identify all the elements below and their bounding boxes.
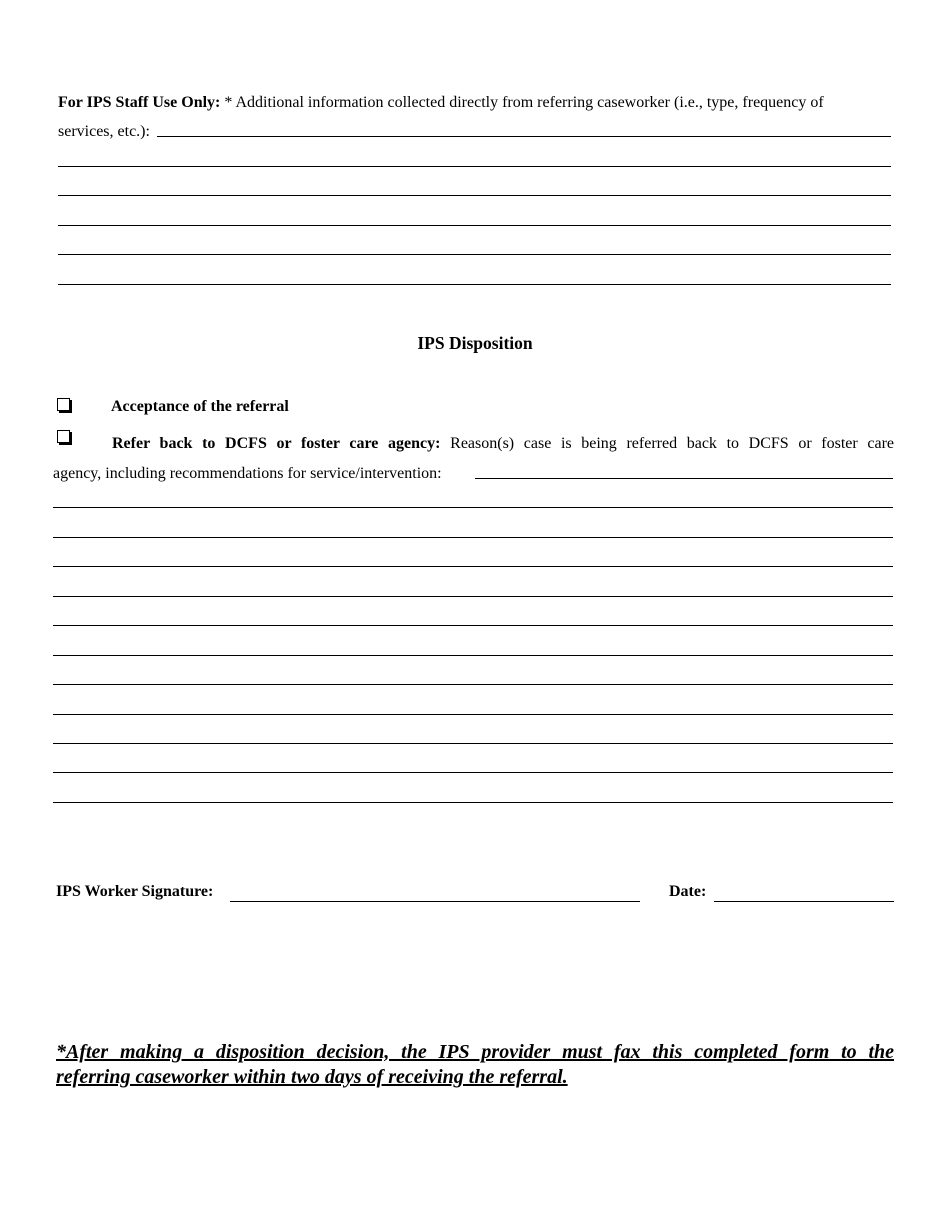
- referral-reason-line[interactable]: [53, 743, 893, 744]
- accept-referral-checkbox[interactable]: [57, 398, 70, 411]
- refer-back-line-2: [53, 459, 894, 489]
- staff-notes-line[interactable]: [58, 166, 891, 167]
- staff-use-section: [58, 88, 892, 146]
- referral-reason-line[interactable]: [53, 566, 893, 567]
- refer-back-reason-text-continued: agency, including recommendations for service/intervention:: [53, 465, 442, 482]
- referral-reason-field[interactable]: [475, 478, 893, 479]
- staff-use-line-1: [58, 88, 892, 117]
- referral-reason-line[interactable]: [53, 684, 893, 685]
- staff-use-text: * Additional information collected directly from referring caseworker (i.e., type, frequency of: [224, 94, 824, 111]
- referral-reason-line[interactable]: [53, 625, 893, 626]
- referral-reason-line[interactable]: [53, 596, 893, 597]
- refer-back-reason-text: Reason(s) case is being referred back to DCFS or foster care: [450, 435, 895, 452]
- staff-notes-line[interactable]: [58, 254, 891, 255]
- refer-back-line-1: [53, 429, 894, 459]
- referral-reason-line[interactable]: [53, 772, 893, 773]
- date-label: Date:: [669, 883, 707, 900]
- disposition-title: IPS Disposition: [417, 333, 533, 353]
- staff-notes-line[interactable]: [58, 195, 891, 196]
- fax-instruction-line-1: *After making a disposition decision, the IPS provider must fax this completed form to the: [56, 1041, 894, 1063]
- worker-signature-label: IPS Worker Signature:: [56, 883, 214, 900]
- fax-instruction-note: [56, 1040, 894, 1090]
- date-field[interactable]: [714, 901, 894, 902]
- staff-use-line-2: [58, 117, 892, 146]
- referral-reason-line[interactable]: [53, 714, 893, 715]
- staff-use-text-continued: services, etc.):: [58, 123, 150, 140]
- worker-signature-field[interactable]: [230, 901, 640, 902]
- referral-reason-line[interactable]: [53, 655, 893, 656]
- refer-back-label: Refer back to DCFS or foster care agency:: [112, 435, 441, 452]
- referral-reason-line[interactable]: [53, 537, 893, 538]
- fax-instruction-line-2: referring caseworker within two days of receiving the referral.: [56, 1066, 568, 1088]
- referral-reason-line[interactable]: [53, 507, 893, 508]
- staff-notes-line[interactable]: [58, 225, 891, 226]
- accept-referral-label: Acceptance of the referral: [111, 398, 289, 415]
- staff-notes-field[interactable]: [157, 136, 891, 137]
- staff-notes-line[interactable]: [58, 284, 891, 285]
- refer-back-section: [53, 429, 894, 489]
- referral-reason-line[interactable]: [53, 802, 893, 803]
- staff-use-label: For IPS Staff Use Only:: [58, 94, 221, 111]
